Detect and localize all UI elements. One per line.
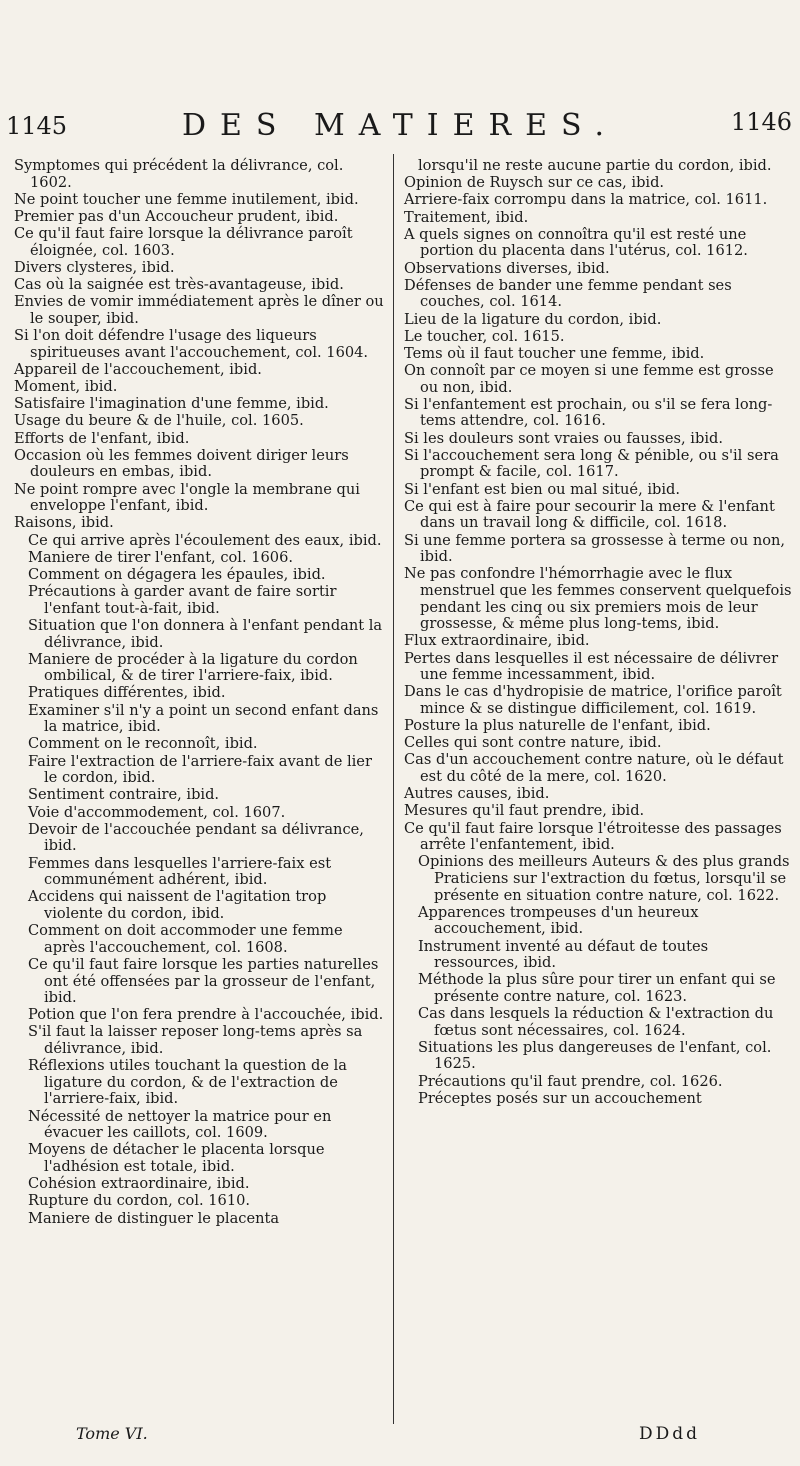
index-entry: Mesures qu'il faut prendre, ibid.: [404, 802, 645, 820]
left-column: [14, 158, 386, 1228]
index-entry: Cas où la saignée est très-avantageuse, ibid.: [14, 276, 344, 294]
index-entry: Ne point rompre avec l'ongle la membrane qui enveloppe l'enfant, ibid.: [14, 480, 360, 515]
index-entry: Appareil de l'accouchement, ibid.: [14, 360, 262, 378]
index-entry: Si une femme portera sa grossesse à terme ou non, ibid.: [404, 531, 786, 566]
page-number-right: 1146: [730, 108, 792, 136]
running-title: DES MATIERES.: [181, 108, 619, 143]
index-entry: Sentiment contraire, ibid.: [28, 786, 220, 804]
page-header: [0, 108, 800, 152]
index-entry: Potion que l'on fera prendre à l'accouchée, ibid.: [28, 1006, 384, 1024]
index-entry: Cas dans lesquels la réduction & l'extraction du fœtus sont nécessaires, col. 1624.: [418, 1005, 774, 1039]
index-entry: Ne point toucher une femme inutilement, ibid.: [14, 190, 359, 208]
index-entry: Ce qui arrive après l'écoulement des eaux, ibid.: [28, 531, 382, 549]
index-entry: Symptomes qui précédent la délivrance, col. 1602.: [14, 157, 344, 191]
index-entry: Si l'enfantement est prochain, ou s'il se fera long-tems attendre, col. 1616.: [404, 395, 773, 430]
index-entry: Satisfaire l'imagination d'une femme, ibid.: [14, 395, 329, 413]
index-entry: Nécessité de nettoyer la matrice pour en évacuer les caillots, col. 1609.: [28, 1107, 332, 1142]
index-entry: Si l'accouchement sera long & pénible, ou s'il sera prompt & facile, col. 1617.: [404, 446, 779, 481]
index-entry: Traitement, ibid.: [404, 208, 529, 226]
index-entry: Maniere de tirer l'enfant, col. 1606.: [28, 548, 294, 566]
index-entry: Dans le cas d'hydropisie de matrice, l'orifice paroît mince & se distingue difficilement, col. 1619.: [404, 683, 782, 717]
index-entry: Moyens de détacher le placenta lorsque l'adhésion est totale, ibid.: [28, 1141, 325, 1175]
index-entry: Observations diverses, ibid.: [404, 259, 610, 277]
index-entry: Flux extraordinaire, ibid.: [404, 632, 590, 650]
index-entry: Cas d'un accouchement contre nature, où le défaut est du côté de la mere, col. 1620.: [404, 751, 784, 786]
index-entry: Ce qu'il faut faire lorsque l'étroitesse des passages arrête l'enfantement, ibid.: [404, 819, 782, 854]
index-entry: Si l'on doit défendre l'usage des liqueurs spiritueuses avant l'accouchement, col. 1604.: [14, 327, 369, 361]
index-entry: Lieu de la ligature du cordon, ibid.: [404, 310, 662, 328]
index-entry: Arriere-faix corrompu dans la matrice, col. 1611.: [404, 191, 768, 209]
index-entry: Ce qu'il faut faire lorsque la délivrance paroît éloignée, col. 1603.: [14, 225, 353, 259]
index-entry: Précautions à garder avant de faire sortir l'enfant tout-à-fait, ibid.: [28, 583, 337, 617]
index-entry: Rupture du cordon, col. 1610.: [28, 1192, 251, 1210]
index-entry: Comment on le reconnoît, ibid.: [28, 735, 258, 753]
index-entry: Faire l'extraction de l'arriere-faix avant de lier le cordon, ibid.: [28, 752, 372, 787]
index-entry: Situations les plus dangereuses de l'enfant, col. 1625.: [418, 1038, 772, 1073]
index-entry: Apparences trompeuses d'un heureux accouchement, ibid.: [418, 903, 699, 938]
index-entry: Opinion de Ruysch sur ce cas, ibid.: [404, 174, 665, 192]
index-entry: Raisons, ibid.: [14, 514, 114, 532]
index-entry: Ne pas confondre l'hémorrhagie avec le flux menstruel que les femmes conservent quelquefois pendant les cinq ou six premiers mois de leur grossesse, & même plus long-tems, ibid.: [404, 565, 792, 633]
page-number-left: 1145: [6, 112, 68, 140]
index-entry: On connoît par ce moyen si une femme est grosse ou non, ibid.: [404, 362, 774, 396]
index-entry: Défenses de bander une femme pendant ses couches, col. 1614.: [404, 276, 732, 311]
right-column: [404, 158, 792, 1108]
index-entry: Comment on doit accommoder une femme après l'accouchement, col. 1608.: [28, 922, 343, 956]
index-entry: S'il faut la laisser reposer long-tems après sa délivrance, ibid.: [28, 1023, 363, 1058]
index-entry: Préceptes posés sur un accouchement: [418, 1089, 702, 1107]
index-entry: Usage du beure & de l'huile, col. 1605.: [14, 412, 304, 430]
index-entry: Efforts de l'enfant, ibid.: [14, 429, 190, 447]
index-entry: Devoir de l'accouchée pendant sa délivrance, ibid.: [28, 820, 364, 855]
index-entry: Autres causes, ibid.: [404, 785, 550, 803]
index-entry: Ce qu'il faut faire lorsque les parties naturelles ont été offensées par la grosseur de l'enfant, ibid.: [28, 955, 379, 1007]
index-entry: Si les douleurs sont vraies ou fausses, ibid.: [404, 429, 723, 447]
index-entry: Situation que l'on donnera à l'enfant pendant la délivrance, ibid.: [28, 616, 383, 651]
index-entry: Opinions des meilleurs Auteurs & des plus grands Praticiens sur l'extraction du fœtus, lorsqu'il se présente en situation contre nature, col. 1622.: [418, 853, 790, 904]
index-entry: Le toucher, col. 1615.: [404, 327, 565, 345]
index-entry: Si l'enfant est bien ou mal situé, ibid.: [404, 480, 680, 498]
index-entry: Comment on dégagera les épaules, ibid.: [28, 565, 326, 583]
index-entry: Celles qui sont contre nature, ibid.: [404, 734, 662, 752]
index-entry: Voie d'accommodement, col. 1607.: [28, 803, 286, 821]
index-entry: Examiner s'il n'y a point un second enfant dans la matrice, ibid.: [28, 701, 379, 736]
index-entry: Divers clysteres, ibid.: [14, 258, 175, 276]
index-entry: Premier pas d'un Accoucheur prudent, ibid.: [14, 207, 339, 225]
index-entry: Femmes dans lesquelles l'arriere-faix est communément adhérent, ibid.: [28, 854, 332, 889]
index-entry: Pratiques différentes, ibid.: [28, 684, 226, 702]
index-entry: lorsqu'il ne reste aucune partie du cordon, ibid.: [418, 157, 772, 174]
index-entry: Ce qui est à faire pour secourir la mere & l'enfant dans un travail long & difficile, col. 1618.: [404, 497, 775, 532]
index-entry: A quels signes on connoîtra qu'il est resté une portion du placenta dans l'utérus, col. 1612.: [404, 225, 748, 260]
index-entry: Occasion où les femmes doivent diriger leurs douleurs en embas, ibid.: [14, 446, 349, 481]
index-entry: Réflexions utiles touchant la question de la ligature du cordon, & de l'extraction de l'arriere-faix, ibid.: [28, 1057, 348, 1108]
index-entry: Précautions qu'il faut prendre, col. 1626.: [418, 1072, 723, 1090]
index-entry: Maniere de procéder à la ligature du cordon ombilical, & de tirer l'arriere-faix, ibid.: [28, 650, 358, 685]
volume-label: Tome VI.: [76, 1424, 148, 1443]
index-entry: Pertes dans lesquelles il est nécessaire de délivrer une femme incessamment, ibid.: [404, 649, 779, 684]
index-entry: Cohésion extraordinaire, ibid.: [28, 1175, 250, 1193]
index-entry: Instrument inventé au défaut de toutes ressources, ibid.: [418, 937, 709, 972]
index-entry: Méthode la plus sûre pour tirer un enfant qui se présente contre nature, col. 1623.: [418, 971, 776, 1005]
index-entry: Tems où il faut toucher une femme, ibid.: [404, 344, 705, 362]
index-entry: Accidens qui naissent de l'agitation trop violente du cordon, ibid.: [28, 888, 327, 922]
index-entry: Envies de vomir immédiatement après le dîner ou le souper, ibid.: [14, 293, 384, 327]
index-entry: Posture la plus naturelle de l'enfant, ibid.: [404, 717, 711, 735]
index-entry: Maniere de distinguer le placenta: [28, 1209, 280, 1227]
column-divider: [393, 154, 394, 1424]
index-entry: Moment, ibid.: [14, 378, 118, 396]
signature-mark: DDdd: [638, 1424, 700, 1444]
